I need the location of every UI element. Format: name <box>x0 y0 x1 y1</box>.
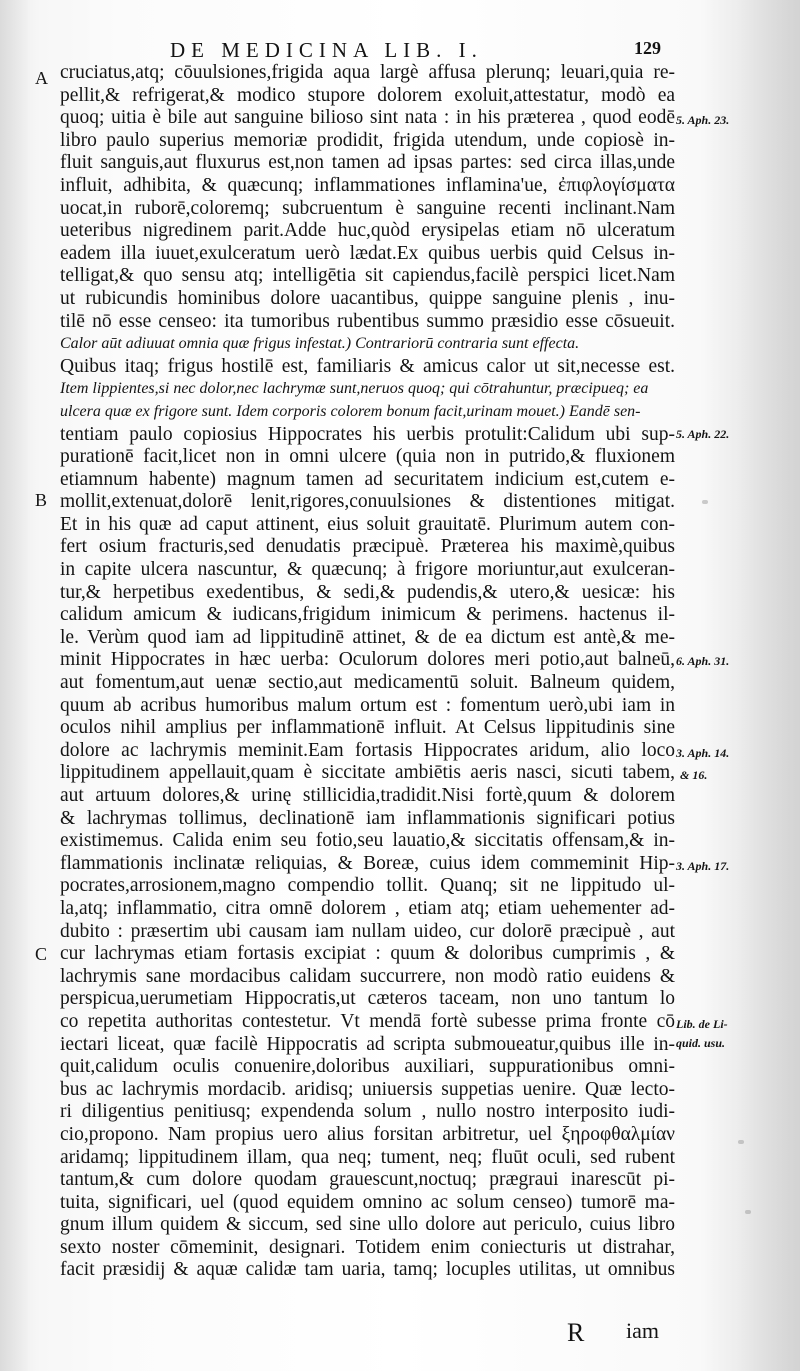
signature-mark: R <box>567 1318 585 1347</box>
text-line: co repetita authoritas contestetur. Vt mendā fortè subesse prima fronte cō <box>60 1010 675 1032</box>
text-line: ut rubicundis hominibus dolore uacantibus, quippe sanguine plenis , inu- <box>60 287 675 309</box>
text-line: tuita, significari, uel (quod equidem omnino ac solum censeo) tumorē ma- <box>60 1191 675 1213</box>
margin-note: 5. Aph. 22. <box>676 427 730 441</box>
text-line: cruciatus,atq; cōuulsiones,frigida aqua largè affusa plerunq; leuari,quia re- <box>60 62 675 83</box>
text-line: lippitudinem appellauit,quam è siccitate ambiētis aeris nasci, sicuti tabem, <box>60 762 675 784</box>
text-line: existimemus. Calida enim seu fotio,seu lauatio,& siccitatis offensam,& in- <box>60 830 675 852</box>
text-line: facit præsidij & aquæ calidæ tam uaria, tamq; locuples utilitas, ut omnibus <box>60 1259 675 1281</box>
page-gutter-shadow <box>0 0 28 1371</box>
ink-speck <box>702 500 708 504</box>
text-line: ueteribus nigredinem parit.Adde huc,quòd erysipelas etiam nō ulceratum <box>60 220 675 242</box>
text-line: tur,& herpetibus exedentibus, & sedi,& pudendis,& utero,& uesicæ: his <box>60 581 675 603</box>
text-line: Quibus itaq; frigus hostilē est, familiaris & amicus calor ut sit,necesse est. <box>60 355 675 377</box>
body-text <box>60 62 675 1282</box>
section-letter-c: C <box>35 944 48 964</box>
margin-note: 3. Aph. 14. <box>676 746 730 760</box>
margin-note: Lib. de Li- <box>676 1017 728 1031</box>
text-line: tilē nō esse censeo: ita tumoribus rubentibus summo præsidio esse cōsueuit. <box>60 310 675 332</box>
margin-note: & 16. <box>680 768 708 782</box>
lemma-line: Calor aūt adiuuat omnia quæ frigus infestat.) Contrariorū contraria sunt effecta. <box>60 335 580 353</box>
catchword: iam <box>626 1318 659 1343</box>
lemma-line: Item lippientes,si nec dolor,nec lachrymæ sunt,neruos quoq; qui cōtrahuntur, præcipueq; ea <box>60 380 649 398</box>
text-line: tantum,& cum dolore quodam grauescunt,noctuq; prægraui inarescūt pi- <box>60 1169 675 1191</box>
ink-speck <box>745 1210 751 1214</box>
section-letter-a: A <box>35 68 48 88</box>
text-line: fert osium fracturis,sed denudatis præcipuè. Præterea his maximè,quibus <box>60 536 675 558</box>
text-line: oculos nihil amplius per inflammationē influit. At Celsus lippitudinis sine <box>60 717 675 739</box>
ink-speck <box>738 1140 744 1144</box>
text-line: & lachrymas tollimus, declinationē iam inflammationis significari potius <box>60 807 675 829</box>
text-line: gnum illum quidem & siccum, sed sine ullo dolore aut periculo, cuius libro <box>60 1214 675 1236</box>
section-letter-b: B <box>35 490 48 510</box>
text-line: in capite ulcera nascuntur, & quæcunq; à frigore moriuntur,aut exulceran- <box>60 559 675 581</box>
text-line: aridamq; lippitudinem illam, qua neq; tument, neq; fluūt oculi, sed rubent <box>60 1146 675 1168</box>
text-line: flammationis inclinatæ reliquias, & Boreæ, cuius idem commeminit Hip- <box>60 852 675 874</box>
text-line: bus ac lachrymis mordacib. aridisq; uniuersis suppetias uenire. Quæ lecto- <box>60 1078 675 1100</box>
text-line: iectari liceat, quæ facilè Hippocratis ad scripta submoueatur,quibus ille in- <box>60 1033 675 1055</box>
text-line: Et in his quæ ad caput attinent, eius soluit grauitatē. Plurimum autem con- <box>60 513 675 535</box>
text-line: dolore ac lachrymis meminit.Eam fortasis Hippocrates aridum, alio loco <box>60 739 675 761</box>
text-line: quum ab acribus humoribus malum ortum est : fomentum uerò,ubi iam in <box>60 694 675 716</box>
margin-note: 3. Aph. 17. <box>676 859 730 873</box>
text-line: cur lachrymas etiam fortasis excipiat : quum & doloribus cumprimis , & <box>60 943 675 965</box>
margin-note: quid. usu. <box>676 1036 726 1050</box>
text-line: ri diligentius penitiusq; expendenda solum , nullo nostro interposito iudi- <box>60 1101 675 1123</box>
text-line: uocat,in ruborē,coloremq; subcruentum è sanguine recenti inclinant.Nam <box>60 197 675 219</box>
lemma-line: ulcera quæ ex frigore sunt. Idem corporis colorem bonum facit,urinam mouet.) Eandē sen- <box>60 402 641 420</box>
text-line: telligat,& quo sensu atq; intelligētia sit capiendus,facilè perspici licet.Nam <box>60 265 675 287</box>
margin-note: 6. Aph. 31. <box>676 654 730 668</box>
text-line: etiamnum habente) magnum tamen ad securitatem indicium est,cutem e- <box>60 468 675 490</box>
text-line: pellit,& refrigerat,& modico stupore dolorem exoluit,attestatur, modò ea <box>60 84 675 106</box>
text-line: sexto noster cōmeminit, designari. Totidem enim coniecturis ut distrahar, <box>60 1236 675 1258</box>
text-line: dubito : præsertim ubi causam iam nullam uideo, cur dolorē præcipuè , aut <box>60 920 675 942</box>
text-line: minit Hippocrates in hæc uerba: Oculorum dolores meri potio,aut balneū, <box>60 649 675 671</box>
text-line: aut fomentum,aut uenæ sectio,aut medicamentū soluit. Balneum quidem, <box>60 672 675 694</box>
text-line: le. Verùm quod iam ad lippitudinē attinet, & de ea dictum est antè,& me- <box>60 626 675 648</box>
text-line: tentiam paulo copiosius Hippocrates his uerbis protulit:Calidum ubi sup- <box>60 423 675 445</box>
text-line: influit, adhibita, & quæcunq; inflammationes inflamina'ue, ἐπιφλογίσματα <box>60 174 675 196</box>
text-line: eadem illa iuuet,exulceratum uerò lædat.Ex quibus uerbis quid Celsus in- <box>60 242 675 264</box>
text-line: quit,calidum oculis conuenire,doloribus auxiliari, suppurationibus omni- <box>60 1056 675 1078</box>
text-line: fluit sanguis,aut fluxurus est,non tamen ad ipsas partes: sed circa illas,unde <box>60 152 675 174</box>
text-line: la,atq; inflammatio, citra omnē dolorem , etiam atq; etiam uehementer ad- <box>60 897 675 919</box>
page-edge-shadow <box>738 0 800 1371</box>
text-line: aut artuum dolores,& urinę stillicidia,tradidit.Nisi fortè,quum & dolorem <box>60 785 675 806</box>
page-number: 129 <box>634 38 661 58</box>
text-line: lachrymis sane mordacibus calidam succurrere, non modò ratio euidens & <box>60 965 675 987</box>
running-title: DE MEDICINA LIB. I. <box>170 38 483 62</box>
text-line: cio,propono. Nam propius uero alius forsitan arbitretur, uel ξηροφθαλμίαν <box>60 1123 675 1145</box>
margin-note: 5. Aph. 23. <box>676 113 730 127</box>
text-line: calidum amicum & iudicans,frigidum inimicum & perimens. hactenus il- <box>60 604 675 626</box>
text-line: perspicua,uerumetiam Hippocratis,ut cæteros taceam, non uno tantum lo <box>60 988 675 1010</box>
text-line: libro paulo superius memoriæ prodidit, frigida utendum, unde copiosè in- <box>60 129 675 151</box>
text-line: quoq; uitia è bile aut sanguine bilioso sint nata : in his præterea , quod eodē <box>60 107 675 129</box>
text-line: purationē facit,licet non in omni ulcere (quia non in putrido,& fluxionem <box>60 446 675 468</box>
text-line: mollit,extenuat,dolorē lenit,rigores,conuulsiones & distentiones mitigat. <box>60 491 675 513</box>
text-line: pocrates,arrosionem,magno compendio tollit. Quanq; sit ne lippitudo ul- <box>60 875 675 897</box>
